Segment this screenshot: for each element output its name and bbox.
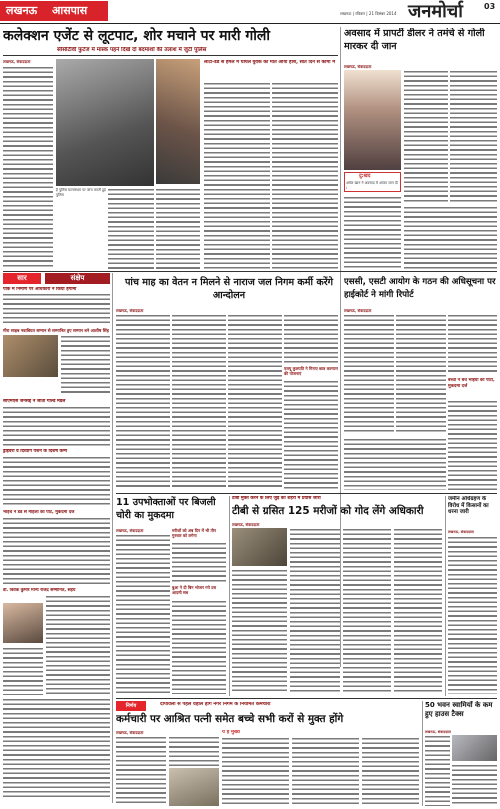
saar-item2-head: मीरा साहब नवाबियत सम्मान से सम्मानित हुए सम्मान बने आशीष सिंह [3, 328, 109, 333]
house-tax-text-b [452, 764, 497, 806]
house-tax-headline: 50 भवन स्वामियों के कम हुए हाउस टैक्स [425, 701, 493, 718]
inner-news-text-a [204, 82, 270, 269]
brand-logo: जनमोर्चा [408, 1, 463, 22]
bottom-text-c [222, 737, 289, 806]
sc-dateline: लखनऊ, संवाददाता [344, 308, 372, 313]
page-number: 03 [484, 2, 496, 11]
lead-text-col3 [156, 188, 200, 269]
sc-text-c [448, 314, 497, 374]
tb-text-a [232, 569, 287, 694]
tb-photo [232, 528, 287, 566]
tb-divider [229, 496, 230, 696]
salary-text-b [172, 314, 226, 490]
saar-item2-text [61, 335, 110, 395]
saar-box [3, 273, 110, 803]
saar-tab-brief: सार [3, 273, 41, 284]
sc-text-b [396, 314, 446, 434]
sc-text-e [344, 438, 446, 490]
mid-divider [116, 493, 497, 494]
inner-news-photo [156, 59, 200, 184]
saar-item1-head: पार्क में निर्माण पर अधिकारी ने किया हंगामा [3, 287, 77, 292]
sc-headline: एससी, एसटी आयोग के गठन की अधिसूचना पर हाईकोर्ट ने मांगी रिपोर्ट [344, 277, 496, 300]
land-dateline: लखनऊ, संवाददाता [448, 530, 474, 534]
bottom-text-e [362, 737, 419, 806]
sc-text-d [448, 400, 497, 490]
land-headline: जमीन अधिग्रहण के विरोध में किसानों का धरना जारी [448, 496, 489, 516]
tb-kicker: टीबी मुक्त करने के लिए जुड़े की शहरों में प्रयास जारी [232, 496, 321, 501]
sc-subhead: बच्चों ने बेच भाईयों को पीटा, मुकदमा दर्ज [448, 378, 495, 389]
right-caption-title: दु:खद [359, 173, 371, 179]
lead-photo [56, 59, 154, 186]
electricity-text-a [116, 534, 170, 694]
saar-item3-head: सीएमएस जनसद्दे ने जीता गोल्ड मेडल [3, 399, 66, 404]
house-tax-photo [452, 735, 497, 761]
house-tax-dateline: लखनऊ, संवाददाता [425, 730, 451, 734]
right-text-d [404, 206, 497, 269]
bottom-text-a [116, 736, 166, 806]
right-caption-box [344, 172, 401, 192]
right-text-b [450, 70, 497, 202]
salary-text-d [284, 314, 338, 364]
bottom-tag: निर्णय [116, 701, 146, 711]
electricity-headline: 11 उपभोक्ताओं पर बिजली चोरी का मुकदमा [116, 497, 216, 521]
lead-text-col1 [3, 66, 53, 269]
city-label: लखनऊ [6, 4, 38, 17]
house-tax-text-a [425, 735, 450, 806]
electricity-text-b [172, 542, 226, 582]
tb-text-b [290, 528, 340, 694]
bottom-subhead: ये हैं मुख्य [222, 730, 240, 735]
electricity-text-c [172, 600, 226, 694]
inner-news-text-b [272, 82, 338, 269]
saar-divider [112, 273, 113, 803]
right-dateline: लखनऊ, संवाददाता [344, 64, 372, 69]
tb-dateline: लखनऊ, संवाददाता [232, 522, 260, 527]
saar-bottom-text [3, 698, 110, 800]
bottom-kicker: दीपावली से पहले वहाल होंगे नगर निगम के नियमित कर्मचारी [160, 702, 271, 707]
masthead [0, 0, 500, 24]
lead-subhead: सीसीटीवी फुटेज में मास्क पहने दिखे दो बदमाशों की तलाश में जुटी पुलिस [57, 47, 207, 53]
lead-dateline: लखनऊ, संवाददाता [3, 59, 31, 64]
salary-dateline: लखनऊ, संवाददाता [116, 308, 144, 313]
salary-headline: पांच माह का वेतन न मिलने से नाराज जल निगम कर्मी करेंगे आन्दोलन [124, 277, 334, 301]
date-line: लखनऊ | रविवार | 21 दिसंबर 2014 [340, 11, 397, 16]
saar-item6-text-b [3, 647, 43, 695]
lead-headline: कलेक्शन एजेंट से लूटपाट, शोर मचाने पर मारी गोली [3, 28, 271, 44]
saar-item5-text [3, 517, 110, 585]
salary-side-head: एलयू कुलपति ने गिनाए छात्र कल्याण की योजनाएं [284, 366, 338, 376]
tb-headline: टीबी से ग्रसित 125 मरीजों को गोद लेंगे अधिकारी [232, 505, 424, 517]
right-headline: अवसाद में प्रापर्टी डीलर ने तमंचे से गोली मारकर दी जान [344, 28, 485, 52]
bottom-photo [169, 768, 219, 806]
saar-item6-text [46, 595, 110, 695]
electricity-dateline: लखनऊ, संवाददाता [116, 528, 144, 533]
section-label: आसपास [52, 4, 88, 17]
right-text-a [404, 70, 448, 202]
bottom-text-d [292, 737, 359, 806]
right-caption: अमेल खान ने अवसाद में आकर जान दी । [346, 181, 398, 190]
saar-item5-head: भाईचें ने डंडे से महिला की पीट, मुकदमा दर्ज [3, 510, 75, 515]
salary-text-c [228, 314, 282, 490]
saar-item6-photo [3, 603, 43, 643]
lead-subhead-rule [3, 55, 338, 56]
saar-item6-head: डॉ. विवेक कुमार मान्य राजेंद्र सम्मानित, सहय [3, 588, 76, 593]
salary-text-e [284, 380, 338, 490]
column-divider [340, 27, 341, 667]
land-text [448, 536, 497, 694]
row-divider [3, 271, 497, 272]
tax-divider [422, 701, 423, 806]
saar-tab-summary: संक्षेप [45, 273, 110, 284]
right-photo [344, 70, 401, 170]
bottom-headline: कर्मचारी पर आश्रित पत्नी समेत बच्चे सभी करों से मुक्त होंगे [116, 713, 344, 725]
tb-text-c [343, 528, 391, 694]
bottom-dateline: लखनऊ, संवाददाता [116, 730, 144, 735]
electricity-sub2: बुआ ने दी बिन भोजन गये दस आदमी सब [172, 585, 217, 595]
sc-text-a [344, 314, 394, 434]
lead-photo-caption: है पुलिस घटनास्थल पर जांच करती हुई पुलिस [56, 188, 106, 197]
saar-item2-photo [3, 335, 58, 377]
tb-text-d [394, 528, 442, 694]
land-divider [445, 496, 446, 696]
saar-item3-text [3, 406, 110, 446]
lead-text-col2 [108, 188, 154, 269]
saar-item4-head: ड्राइवरा व दिव्यांग पेंशन के दिशेष कैम्प [3, 449, 68, 454]
bottom-divider [116, 698, 497, 699]
right-text-c [344, 196, 401, 269]
saar-item1-text [3, 293, 110, 325]
inner-news-headline: लाटी-डंडे से हमले में घायल युवक को मौत आया होश, सात दिन से कोमा में [204, 60, 336, 65]
electricity-sub1: मरीजों को अब दिन में भी तीन गुरुवार को लगेगा [172, 528, 217, 538]
salary-text-a [116, 314, 170, 490]
saar-item4-text [3, 456, 110, 506]
bottom-text-b [169, 736, 219, 766]
